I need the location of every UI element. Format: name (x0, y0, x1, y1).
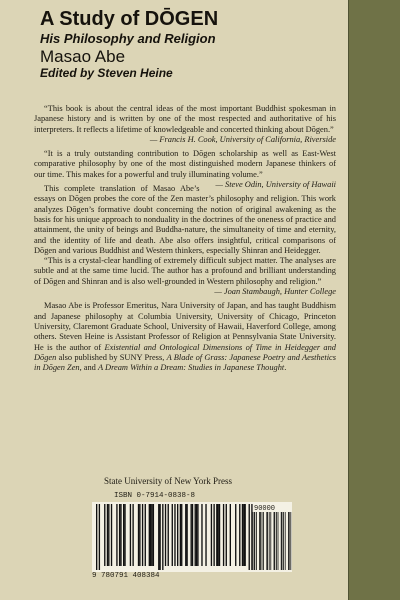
barcode-bar (213, 504, 214, 566)
barcode-bar (151, 504, 152, 566)
barcode-bar (219, 504, 220, 566)
quote-3-attribution: — Joan Stambaugh, Hunter College (214, 287, 336, 297)
title-block (40, 8, 340, 81)
bio-text-4: . (284, 363, 287, 373)
barcode-bar (226, 504, 227, 566)
bio-text-3: , and (79, 363, 98, 373)
book-spine (348, 0, 400, 600)
barcode-bar (99, 504, 100, 570)
blurb-body (34, 104, 336, 373)
barcode-bar (165, 504, 166, 566)
book-title: A Study of DŌGEN (40, 8, 219, 30)
barcode-bar (186, 504, 187, 566)
barcode-bar (249, 504, 250, 570)
addon-bar (278, 512, 279, 570)
barcode-bar (96, 504, 97, 570)
barcode (92, 492, 292, 592)
addon-bar (285, 512, 286, 570)
barcode-bar (142, 504, 143, 566)
barcode-bar (116, 504, 117, 566)
barcode-bar (130, 504, 131, 566)
barcode-bar (174, 504, 175, 566)
barcode-bar (245, 504, 246, 566)
barcode-bar (139, 504, 140, 566)
barcode-bar (223, 504, 224, 566)
quote-1-text: “This book is about the central ideas of the most important Buddhist spokesman in Japanese history and is written by one of the most respected and authoritative of his interpreters. It reflects a lifetime of knowledgeable and concerted thinking about Dōgen.” (34, 104, 336, 134)
barcode-bar (235, 504, 236, 566)
quote-1-attribution: — Francis H. Cook, University of California, Riverside (149, 134, 336, 144)
barcode-bar (149, 504, 150, 566)
barcode-bar (192, 504, 193, 566)
barcode-bar (196, 504, 197, 566)
barcode-bar (124, 504, 125, 566)
author-bio (34, 301, 336, 373)
price-code: 90000 (254, 505, 276, 513)
barcode-bar (230, 504, 231, 566)
addon-bar (283, 512, 284, 570)
addon-bar (254, 512, 255, 570)
book-subtitle: His Philosophy and Religion (40, 31, 216, 46)
bio-text-2: also published by SUNY Press, (56, 352, 167, 362)
addon-bar (288, 512, 289, 570)
addon-bar (281, 512, 282, 570)
addon-bar (269, 512, 270, 570)
barcode-bar (168, 504, 169, 566)
isbn-label: ISBN 0-7914-0838-8 (114, 492, 196, 500)
barcode-bar (158, 504, 159, 570)
addon-bar (289, 512, 290, 570)
ean-digits: 9 780791 408384 (92, 572, 160, 580)
bio-book-1: Existential and Ontological Dimensions of Time in Heidegger and Dōgen (34, 342, 336, 362)
barcode-bar (150, 504, 151, 566)
barcode-bar (123, 504, 124, 566)
description: This complete translation of Masao Abe’s essays on Dōgen probes the core of the Zen master’s philosophy and religion. This work analyzes Dōgen’s formative doubt concerning the notion of original awakening as the basis for his unique approach to nonduality in the doctrines of the oneness of practice and attainment, the unity of beings and Buddha-nature, the simultaneity of time and eternity, and the identity of life and death. Abe also offers insightful, critical comparisons of Dōgen and various Buddhist and Western thinkers, especially Shinran and Heidegger. (34, 184, 336, 255)
barcode-bar (153, 504, 154, 566)
addon-bar (267, 512, 268, 570)
bio-text-1: Masao Abe is Professor Emeritus, Nara University of Japan, and has taught Buddhism and Japanese philosophy at Columbia University, University of Chicago, Princeton University, Claremont Graduate School, University of Hawaii, Haverford College, among others. Steven Heine is Assistant Professor of Religion at Pennsylvania State University. He is the author of (34, 301, 336, 352)
addon-bar (276, 512, 277, 570)
quote-2-text: “It is a truly outstanding contribution to Dōgen scholarship as well as East-West comparative philosophy by one of the most distinguished modern Japanese thinkers of our time. This makes for a powerful and truly illuminating volume.” (34, 149, 336, 179)
quote-2-attribution: — Steve Odin, University of Hawaii (215, 180, 336, 190)
addon-bar (260, 512, 261, 570)
barcode-bar (185, 504, 186, 566)
barcode-bar (181, 504, 182, 566)
barcode-bar (242, 504, 243, 566)
addon-bar (256, 512, 257, 570)
barcode-bar (218, 504, 219, 566)
book-author: Masao Abe (40, 47, 126, 66)
addon-bar (270, 512, 271, 570)
barcode-bar (107, 504, 108, 566)
barcode-bar (162, 504, 163, 570)
barcode-bar (239, 504, 240, 566)
addon-bar (290, 512, 291, 570)
barcode-bar (216, 504, 217, 566)
barcode-bar (172, 504, 173, 566)
barcode-bar (145, 504, 146, 566)
barcode-bar (243, 504, 244, 566)
addon-bar (262, 512, 263, 570)
barcode-bar (108, 504, 109, 566)
barcode-bar (111, 504, 112, 566)
addon-bar (266, 512, 267, 570)
barcode-bar (177, 504, 178, 566)
addon-bar (259, 512, 260, 570)
bio-book-2: A Blade of Grass: Japanese Poetry and Aesthetics in Dōgen Zen (34, 352, 337, 373)
barcode-bar (120, 504, 121, 566)
barcode-bar (159, 504, 160, 570)
bio-book-3: A Dream Within a Dream: Studies in Japanese Thought (97, 363, 285, 373)
addon-bar (274, 512, 275, 570)
quote-2 (34, 149, 336, 190)
quote-3-text: “This is a crystal-clear handling of extremely difficult subject matter. The analyses are subtle and at the same time lucid. The author has a profound and brilliant understanding of Dōgen and Shinran and is also well-grounded in Western philosophy and religion.” (34, 256, 336, 286)
publisher-name: State University of New York Press (104, 476, 232, 486)
addon-bar (263, 512, 264, 570)
barcode-bars (92, 502, 292, 572)
barcode-bar (195, 504, 196, 566)
barcode-bar (201, 504, 202, 566)
addon-bar (282, 512, 283, 570)
barcode-bar (205, 504, 206, 566)
barcode-bar (191, 504, 192, 566)
barcode-bar (138, 504, 139, 566)
barcode-bar (132, 504, 133, 566)
addon-bar (252, 512, 253, 570)
book-editor: Edited by Steven Heine (40, 66, 173, 80)
barcode-bar (119, 504, 120, 566)
barcode-bar (180, 504, 181, 566)
barcode-bar (197, 504, 198, 566)
barcode-bar (104, 504, 105, 566)
barcode-bar (211, 504, 212, 566)
addon-bar (274, 512, 275, 570)
addon-bar (254, 512, 255, 570)
